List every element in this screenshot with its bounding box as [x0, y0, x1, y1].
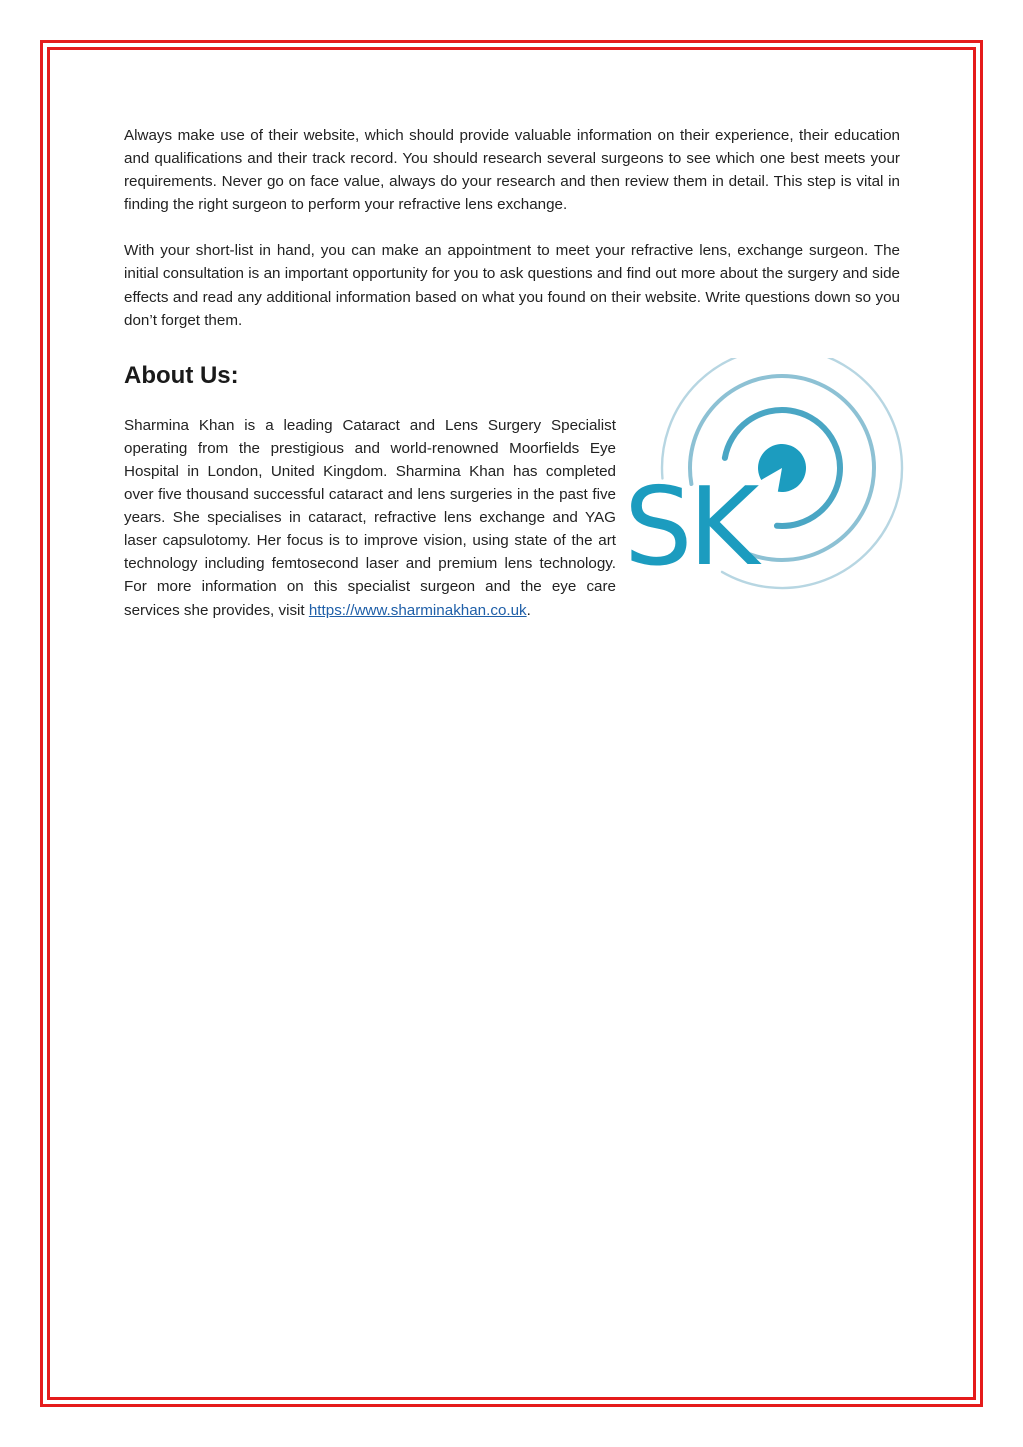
paragraph-website-research: Always make use of their website, which should provide valuable information on their experience, their education and qualifications and their track record. You should research several surgeons to see which one best meets your requirements. Never go on face value, always do your research and then review them in detail. This step is vital in finding the right surgeon to perform your refractive lens exchange.	[124, 127, 900, 214]
sk-eye-logo-icon	[622, 358, 906, 594]
about-us-section	[124, 414, 900, 622]
website-link[interactable]: https://www.sharminakhan.co.uk	[308, 601, 527, 619]
about-us-trailing-period: .	[526, 601, 531, 619]
logo-pupil	[758, 444, 806, 492]
about-us-text: Sharmina Khan is a leading Cataract and Lens Surgery Specialist operating from the prestigious and world-renowned Moorfields Eye Hospital in London, United Kingdom. Sharmina Khan has completed over five thousand successful cataract and lens surgeries in the past five years. She specialises in cataract, refractive lens exchange and YAG laser capsulotomy. Her focus is to improve vision, using state of the art technology including femtosecond laser and premium lens technology. For more information on this specialist surgeon and the eye care services she provides, visit	[124, 416, 616, 619]
about-us-heading: About Us:	[124, 361, 239, 389]
document-content	[124, 124, 900, 622]
logo-letters: SK	[624, 464, 756, 590]
paragraph-consultation: With your short-list in hand, you can make an appointment to meet your refractive lens, exchange surgeon. The initial consultation is an important opportunity for you to ask questions and find out more about the surgery and side effects and read any additional information based on what you found on their website. Write questions down so you don’t forget them.	[124, 242, 900, 329]
